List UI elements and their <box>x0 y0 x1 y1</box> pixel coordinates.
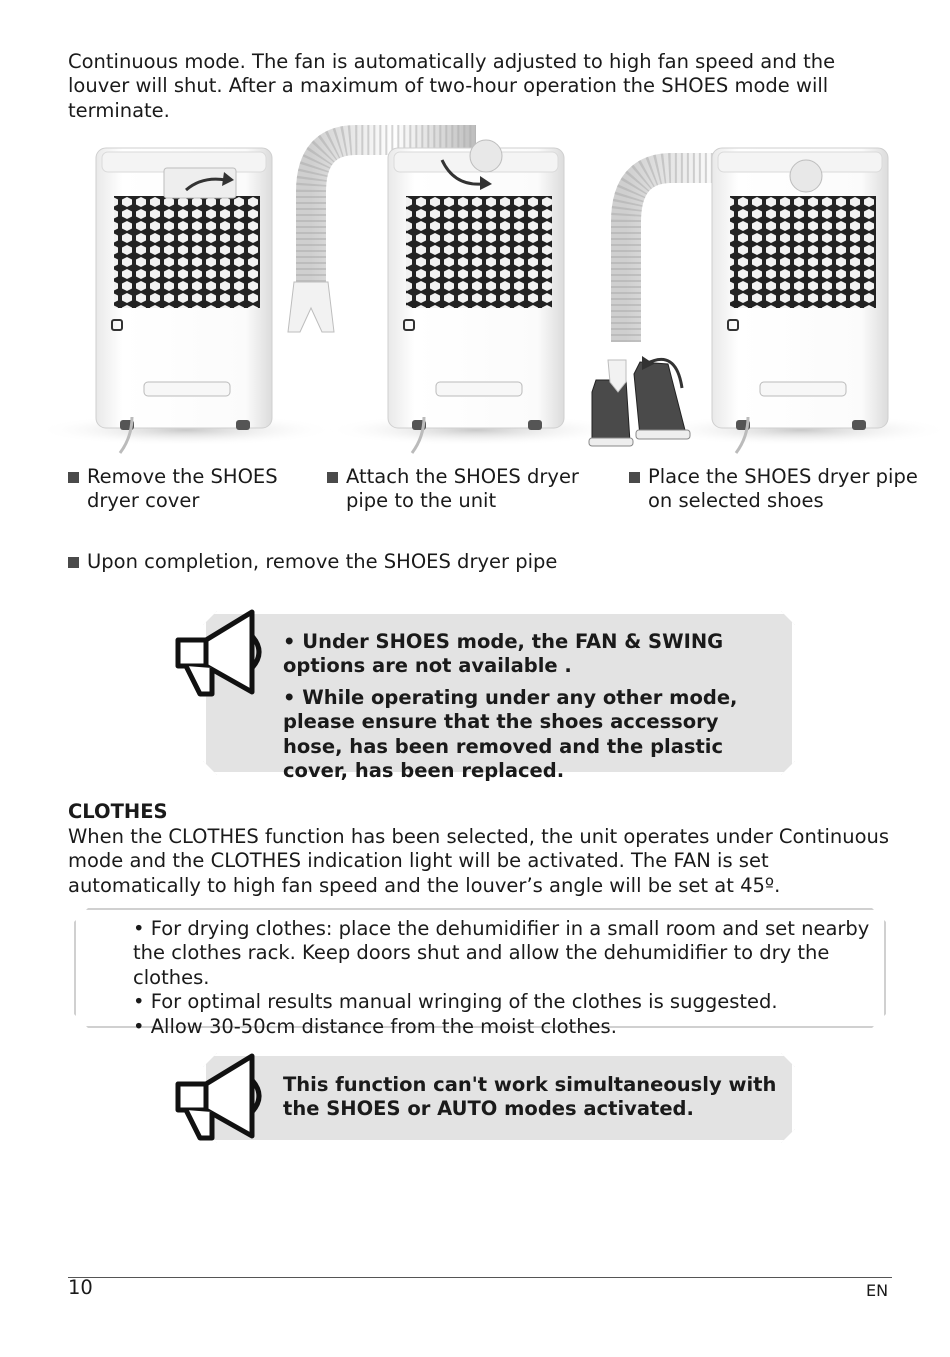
step-label: Attach the SHOES dryer pipe to the unit <box>346 465 579 513</box>
square-bullet-icon <box>68 472 79 483</box>
footer-divider <box>68 1277 892 1278</box>
tip-wringing: • For optimal results manual wringing of the clothes is suggested. <box>133 990 778 1014</box>
step-completion <box>68 550 668 574</box>
step-place-pipe <box>629 465 929 514</box>
square-bullet-icon <box>629 472 640 483</box>
tip-distance: • Allow 30-50cm distance from the moist clothes. <box>133 1014 617 1038</box>
shoes-mode-note-text <box>283 630 783 783</box>
page-number: 10 <box>68 1276 93 1299</box>
clothes-heading: CLOTHES <box>68 800 168 823</box>
step-label: Remove the SHOES dryer cover <box>87 465 278 513</box>
megaphone-icon <box>172 606 272 701</box>
note-hose-removal: • While operating under any other mode, please ensure that the shoes accessory hose, has been removed and the plastic cover, has been replaced. <box>283 685 738 783</box>
square-bullet-icon <box>68 557 79 568</box>
step-attach-pipe <box>327 465 597 514</box>
square-bullet-icon <box>327 472 338 483</box>
shoes-dryer-illustration <box>36 112 948 460</box>
shoes <box>589 356 690 446</box>
dehumidifier-unit-2 <box>388 140 564 453</box>
clothes-mode-note-text: This function can't work simultaneously with the SHOES or AUTO modes activated. <box>283 1073 777 1121</box>
tip-drying-clothes: • For drying clothes: place the dehumidifier in a small room and set nearby the clothes rack. Keep doors shut and allow the dehumidifier to dry the clothes. <box>133 917 870 989</box>
clothes-tips-text <box>133 917 873 1039</box>
note-fan-swing-unavailable: • Under SHOES mode, the FAN & SWING options are not available . <box>283 630 724 678</box>
intro-paragraph: Continuous mode. The fan is automatically adjusted to high fan speed and the louver will shut. After a maximum of two-hour operation the SHOES mode will terminate. <box>68 50 836 122</box>
dehumidifier-unit-1 <box>96 148 272 453</box>
step-remove-cover <box>68 465 308 514</box>
clothes-paragraph: When the CLOTHES function has been selected, the unit operates under Continuous mode and the CLOTHES indication light will be activated. The FAN is set automatically to high fan speed and the louver’s angle will be set at 45º. <box>68 825 890 897</box>
megaphone-icon <box>172 1050 272 1145</box>
language-code: EN <box>866 1281 889 1300</box>
step-label: Upon completion, remove the SHOES dryer pipe <box>87 550 558 573</box>
step-label: Place the SHOES dryer pipe on selected shoes <box>648 465 918 513</box>
